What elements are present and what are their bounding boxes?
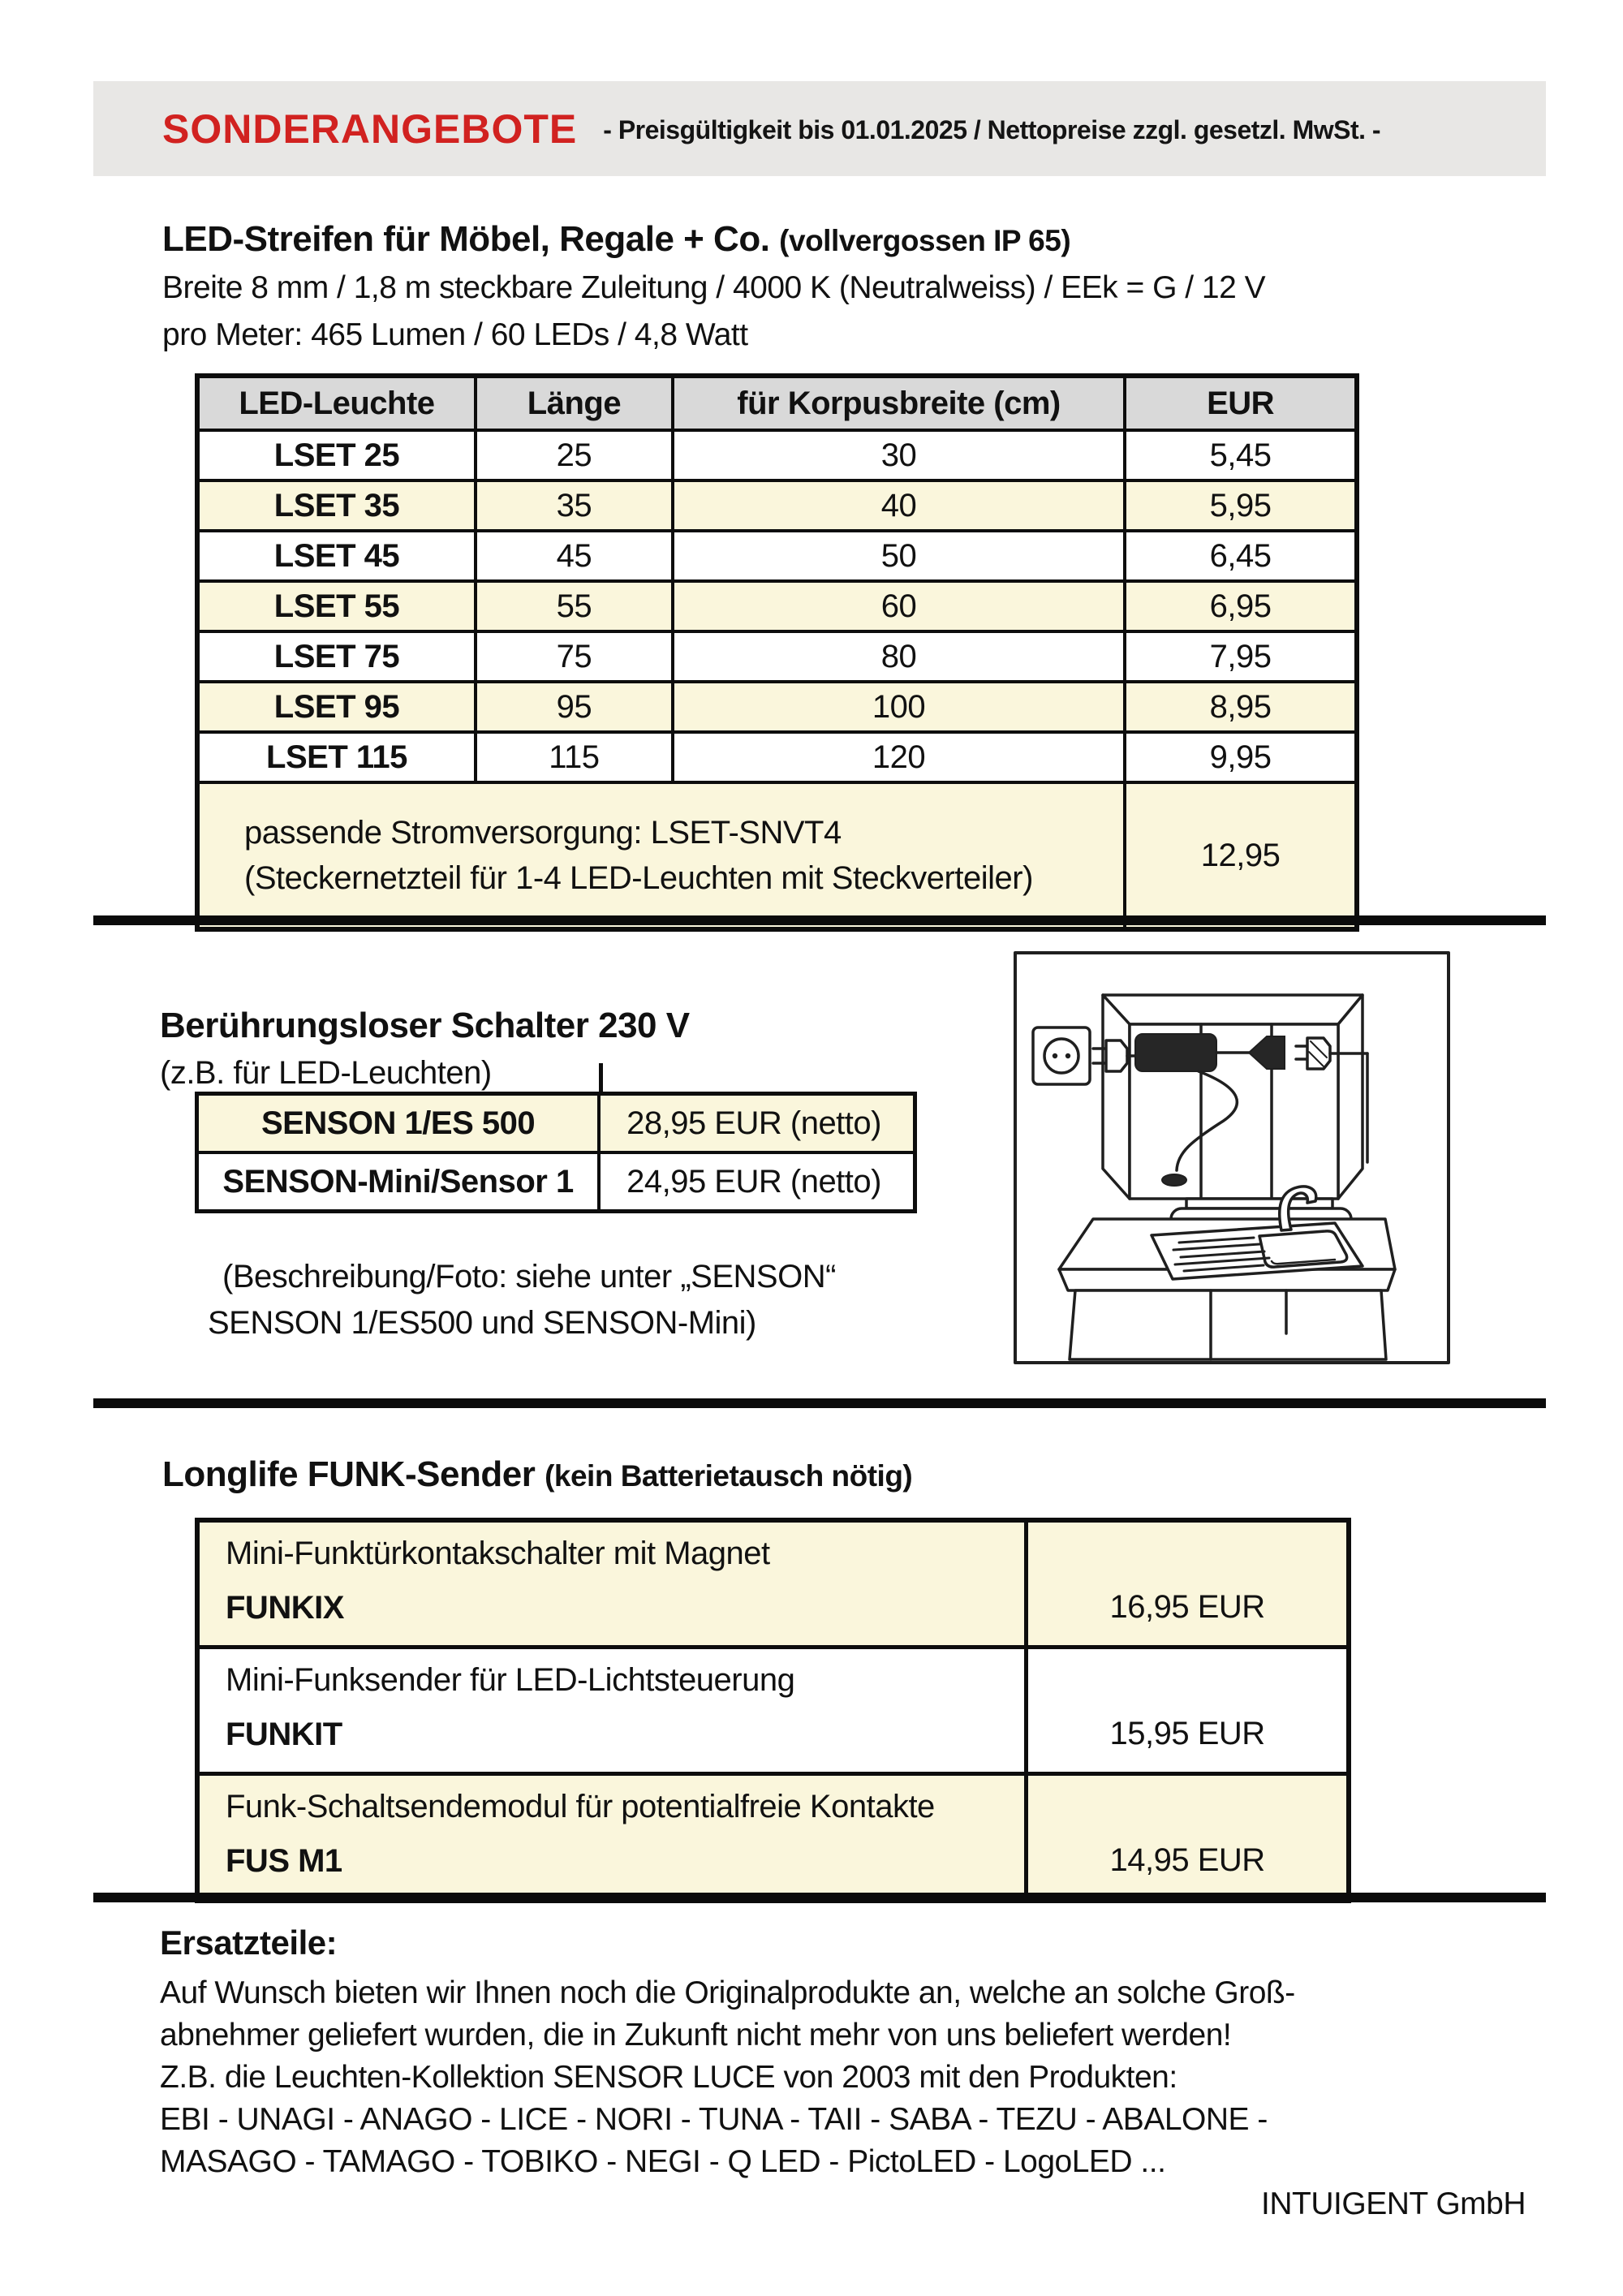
price-value: 6,45 [1125,531,1357,581]
product-description: Funk-Schaltsendemodul für potentialfreie Kontakte [226,1789,935,1824]
product-list-line-2: MASAGO - TAMAGO - TOBIKO - NEGI - Q LED - PictoLED - LogoLED ... [160,2144,1166,2179]
section-divider [93,1398,1546,1408]
length-value: 45 [476,531,673,581]
product-name: LSET 25 [197,430,476,480]
price-value: 8,95 [1125,682,1357,732]
ersatzteile-heading: Ersatzteile: [160,1923,338,1962]
power-supply-line-1: passende Stromversorgung: LSET-SNVT4 [244,815,842,851]
section-divider [93,915,1546,925]
product-description-cell [197,1774,1027,1902]
wall-socket-icon [1033,1027,1090,1084]
table-row [197,1094,915,1153]
product-name: LSET 95 [197,682,476,732]
length-value: 35 [476,480,673,531]
led-section-heading-suffix: (vollvergossen IP 65) [779,224,1071,257]
korpusbreite-value: 80 [673,631,1125,682]
price-value: 24,95 EUR (netto) [599,1152,915,1212]
product-code: FUNKIX [226,1590,344,1626]
led-spec-line-2: pro Meter: 465 Lumen / 60 LEDs / 4,8 Watt [162,317,748,352]
table-row [197,480,1357,531]
sensor-head [1162,1174,1186,1186]
column-header-korpusbreite: für Korpusbreite (cm) [673,376,1125,430]
price-validity-note: - Preisgültigkeit bis 01.01.2025 / Nettopreise zzgl. gesetzl. MwSt. - [603,115,1381,144]
power-supply-line-2: (Steckernetzteil für 1-4 LED-Leuchten mit Steckverteiler) [244,860,1033,896]
senson-note-line-1: (Beschreibung/Foto: siehe unter „SENSON“ [222,1259,836,1294]
product-description-cell [197,1648,1027,1774]
product-description: Mini-Funktürkontakschalter mit Magnet [226,1536,770,1571]
product-name: LSET 35 [197,480,476,531]
length-value: 95 [476,682,673,732]
table-row [197,581,1357,631]
price-value: 9,95 [1125,732,1357,782]
length-value: 75 [476,631,673,682]
table-row [197,1774,1349,1902]
product-description: Mini-Funksender für LED-Lichtsteuerung [226,1662,795,1698]
table-row [197,1152,915,1212]
table-row [197,732,1357,782]
korpusbreite-value: 100 [673,682,1125,732]
price-value: 7,95 [1125,631,1357,682]
korpusbreite-value: 60 [673,581,1125,631]
product-name: SENSON-Mini/Sensor 1 [197,1152,600,1212]
ersatzteile-line-3: Z.B. die Leuchten-Kollektion SENSOR LUCE von 2003 mit den Produkten: [160,2060,1177,2095]
senson-note [208,1254,836,1346]
length-value: 55 [476,581,673,631]
length-value: 25 [476,430,673,480]
korpusbreite-value: 30 [673,430,1125,480]
product-code: FUS M1 [226,1843,342,1879]
ersatzteile-line-1: Auf Wunsch bieten wir Ihnen noch die Originalprodukte an, welche an solche Groß- [160,1975,1295,2010]
length-value: 115 [476,732,673,782]
led-section-intro [162,216,1265,359]
product-name: LSET 45 [197,531,476,581]
led-price-table [195,373,1359,932]
page-title: SONDERANGEBOTE [162,106,578,152]
section-divider [93,1893,1546,1902]
product-list-line-1: EBI - UNAGI - ANAGO - LICE - NORI - TUNA - TAII - SABA - TEZU - ABALONE - [160,2102,1268,2137]
funk-section-heading-suffix: (kein Batterietausch nötig) [545,1459,913,1493]
senson-section-heading: Berührungsloser Schalter 230 V [160,1006,690,1045]
header-banner [93,81,1546,176]
price-value: 5,45 [1125,430,1357,480]
price-value: 14,95 EUR [1027,1774,1349,1902]
korpusbreite-value: 40 [673,480,1125,531]
senson-note-line-2: SENSON 1/ES500 und SENSON-Mini) [208,1305,756,1341]
table-row [197,682,1357,732]
product-name: LSET 75 [197,631,476,682]
price-value: 16,95 EUR [1027,1520,1349,1648]
funk-section-intro [162,1451,912,1500]
column-header-laenge: Länge [476,376,673,430]
funk-price-table [195,1518,1351,1903]
product-code: FUNKIT [226,1717,342,1752]
senson-kitchen-illustration [1012,950,1452,1366]
table-row [197,531,1357,581]
funk-section-heading: Longlife FUNK-Sender (kein Batterietausch nötig) [162,1454,913,1494]
senson-section-subheading: (z.B. für LED-Leuchten) [160,1055,492,1091]
price-value: 6,95 [1125,581,1357,631]
table-row [197,1520,1349,1648]
korpusbreite-value: 50 [673,531,1125,581]
ersatzteile-section [160,1923,1295,2183]
price-value: 28,95 EUR (netto) [599,1094,915,1153]
product-description-cell [197,1520,1027,1648]
product-name: LSET 115 [197,732,476,782]
table-divider-tick [599,1063,603,1094]
table-row [197,430,1357,480]
led-table-header-row [197,376,1357,430]
korpusbreite-value: 120 [673,732,1125,782]
table-row [197,631,1357,682]
senson-section-intro [160,1002,690,1096]
product-name: SENSON 1/ES 500 [197,1094,600,1153]
table-row [197,1648,1349,1774]
price-value: 5,95 [1125,480,1357,531]
led-spec-line-1: Breite 8 mm / 1,8 m steckbare Zuleitung / 4000 K (Neutralweiss) / EEk = G / 12 V [162,270,1266,305]
company-name: INTUIGENT GmbH [1261,2186,1526,2221]
ersatzteile-line-2: abnehmer geliefert wurden, die in Zukunft nicht mehr von uns beliefert werden! [160,2018,1232,2053]
price-value: 12,95 [1125,782,1357,929]
product-name: LSET 55 [197,581,476,631]
senson-price-table [195,1092,917,1213]
column-header-eur: EUR [1125,376,1357,430]
column-header-led-leuchte: LED-Leuchte [197,376,476,430]
led-section-heading: LED-Streifen für Möbel, Regale + Co. (vollvergossen IP 65) [162,219,1071,259]
power-supply-description [197,782,1125,929]
senson-switch-box [1135,1034,1216,1071]
price-value: 15,95 EUR [1027,1648,1349,1774]
power-supply-row [197,782,1357,929]
